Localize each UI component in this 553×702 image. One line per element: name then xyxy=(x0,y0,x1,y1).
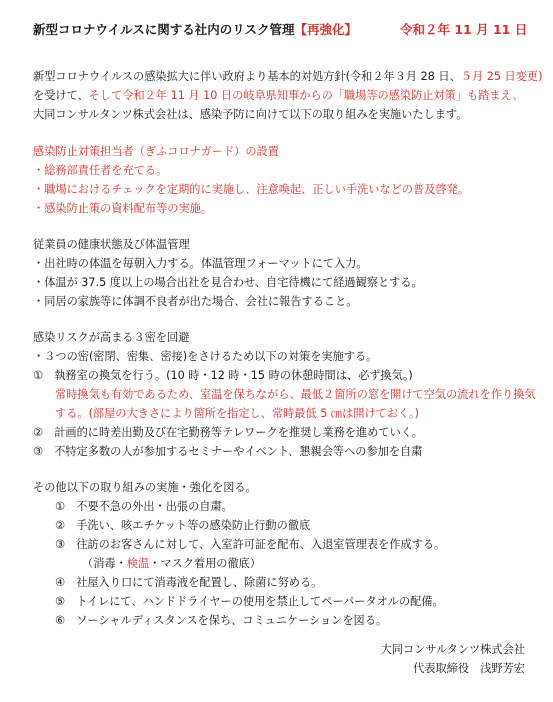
section-risk-item-1-note: 常時換気も有効であるため、室温を保ちながら、最低２箇所の窓を開けて空気の流れを作り換気 xyxy=(55,388,536,401)
section-health-heading: 従業員の健康状態及び体温管理 xyxy=(33,238,190,251)
signature-company: 大同コンサルタンツ株式会社 xyxy=(380,643,525,656)
item-3-sub-emphasis: 検温 xyxy=(126,557,150,570)
section-manager-heading: 感染防止対策担当者（ぎふコロナガード）の設置 xyxy=(33,145,279,158)
section-other-heading: その他以下の取り組みの実施・強化を図る。 xyxy=(33,481,257,494)
section-other-item-4: ④ 社屋入り口にて消毒液を配置し、除菌に努める。 xyxy=(55,576,323,589)
section-other-item-2: ② 手洗い、咳エチケット等の感染防止行動の徹底 xyxy=(55,519,311,532)
section-health-item: ・出社時の体温を毎朝入力する。体温管理フォーマットにて入力。 xyxy=(33,257,368,270)
section-risk-item-1: ① 執務室の換気を行う。(10 時・12 時・15 時の休憩時間は、必ず換気。) xyxy=(33,369,413,382)
signature-representative: 代表取締役 浅野芳宏 xyxy=(413,662,525,675)
intro-line-3: 大同コンサルタンツ株式会社は、感染予防に向けて以下の取り組みを実施いたします。 xyxy=(33,108,468,121)
section-health-item: ・体温が 37.5 度以上の場合出社を見合わせ、自宅待機にて経過観察とする。 xyxy=(33,276,423,289)
section-other-item-3: ③ 往訪のお客さんに対して、入室許可証を配布、入退室管理表を作成する。 xyxy=(55,538,446,551)
section-manager-item: ・総務部責任者を充てる。 xyxy=(33,164,168,177)
item-3-sub-text: （消毒・ xyxy=(82,557,127,570)
section-other-item-1: ① 不要不急の外出・出張の自粛。 xyxy=(55,500,233,513)
section-risk-intro: ・３つの密(密閉、密集、密接)をさけるため以下の対策を実施する。 xyxy=(33,350,378,363)
intro-line-1 xyxy=(33,69,542,85)
intro-line-1-emphasis: ５月 25 日変更) xyxy=(460,70,543,83)
section-other-item-6: ⑥ ソーシャルディスタンスを保ち、コミュニケーションを図る。 xyxy=(55,614,388,627)
section-risk-item-2: ② 計画的に時差出勤及び在宅勤務等テレワークを推奨し業務を進めていく。 xyxy=(33,426,423,439)
section-risk-item-1-note: する。(部屋の大きさにより箇所を指定し、常時最低 5 ㎝は開けておく。) xyxy=(55,407,419,420)
section-risk-item-3: ③ 不特定多数の人が参加するセミナーやイベント、懇親会等への参加を自粛 xyxy=(33,445,423,458)
title-emphasis: 【再強化】 xyxy=(294,22,358,37)
section-manager-item: ・職場におけるチェックを定期的に実施し、注意喚起、正しい手洗いなどの普及啓発。 xyxy=(33,183,469,196)
title-text: 新型コロナウイルスに関する社内のリスク管理 xyxy=(33,22,295,37)
intro-line-2-emphasis: そして令和２年 11 月 10 日の岐阜県知事からの「職場等の感染防止対策」も踏まえ、 xyxy=(88,89,524,102)
section-manager-item: ・感染防止策の資料配布等の実施。 xyxy=(33,202,213,215)
document-date: 令和２年 11 月 11 日 xyxy=(400,22,528,37)
document-title xyxy=(33,22,357,38)
section-health-item: ・同居の家族等に体調不良者が出た場合、会社に報告すること。 xyxy=(33,295,358,308)
section-other-item-3-sub xyxy=(82,556,261,572)
intro-line-1-text: 新型コロナウイルスの感染拡大に伴い政府より基本的対処方針(令和２年３月 28 日、 xyxy=(33,70,461,83)
item-3-sub-text: ・マスク着用の徹底） xyxy=(149,557,262,570)
intro-line-2-text: を受けて、 xyxy=(33,89,89,102)
section-other-item-5: ⑤ トイレにて、ハンドドライヤーの使用を禁止してペーパータオルの配備。 xyxy=(55,595,444,608)
section-risk-heading: 感染リスクが高まる３密を回避 xyxy=(33,331,190,344)
intro-line-2 xyxy=(33,88,524,104)
